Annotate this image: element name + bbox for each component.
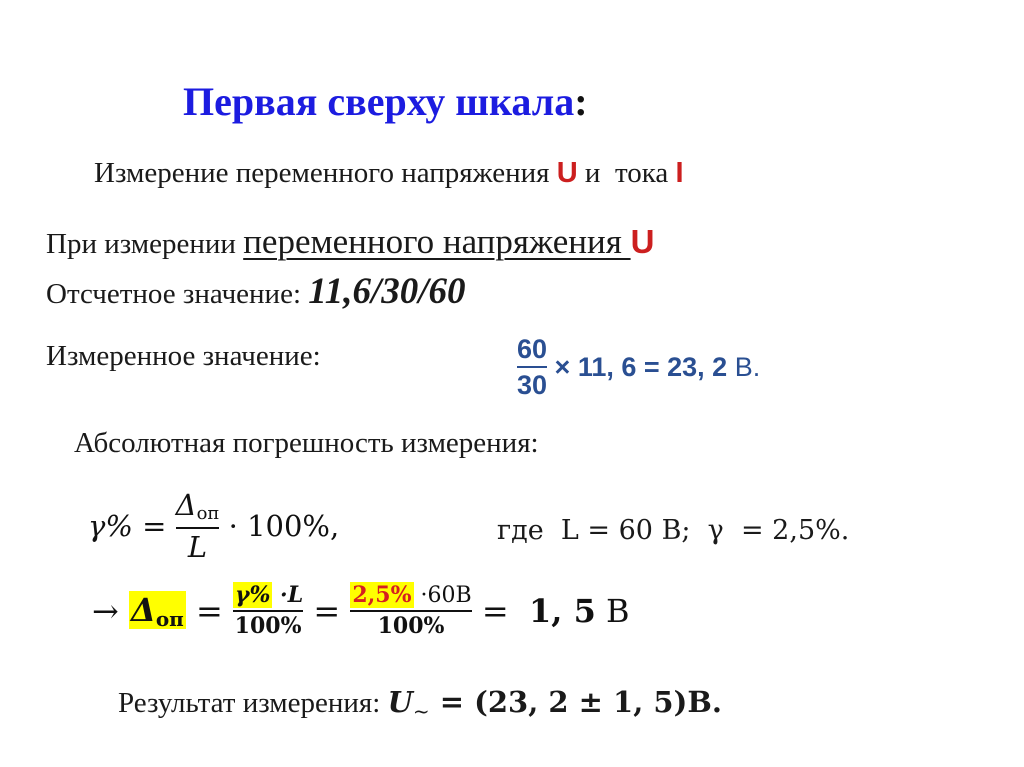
eq1: = (185, 592, 233, 631)
fraction-bar (350, 610, 471, 612)
numerator-2-rest: ·60В (413, 583, 472, 608)
eq3: = (471, 592, 530, 631)
fraction-bar (517, 366, 547, 368)
line1-and: и тока (577, 157, 676, 189)
line1-text: Измерение переменного напряжения (94, 157, 557, 189)
measured-value-formula (517, 335, 760, 400)
title-colon: : (574, 79, 588, 124)
denominator-2: 100% (377, 613, 445, 640)
measurement-result (118, 685, 722, 723)
voltage-symbol-2: U (630, 223, 655, 260)
slide-title (183, 78, 588, 125)
abs-error-label: Абсолютная погрешность измерения: (74, 427, 539, 459)
result-subscript: ~ (412, 699, 430, 723)
reading-label: Отсчетное значение: (46, 278, 309, 310)
gamma-fraction (176, 490, 220, 562)
numerator-1-rest: ·L (272, 582, 304, 608)
measured-value-label: Измеренное значение: (46, 340, 321, 372)
delta-main-subscript: оп (155, 607, 184, 632)
delta-symbol: Δ (175, 488, 197, 522)
delta-unit: В (595, 592, 630, 631)
arrow-symbol: → (92, 592, 129, 631)
fraction-bar (176, 527, 220, 529)
result-symbol: U (387, 685, 413, 719)
result-value: = (23, 2 ± 1, 5)В. (429, 685, 722, 719)
ac-voltage-emphasis: переменного напряжения (243, 222, 631, 261)
measurement-mode-line (46, 222, 654, 262)
title-text: Первая сверху шкала (183, 79, 575, 124)
gamma-highlight: γ% (234, 582, 271, 608)
fraction-bar (233, 610, 303, 612)
reading-value: 11,6/30/60 (308, 271, 466, 312)
line2-prefix: При измерении (46, 228, 244, 260)
eq2: = (303, 592, 351, 631)
percent-highlight: 2,5% (352, 582, 412, 608)
gamma-rhs: · 100%, (219, 509, 340, 544)
current-symbol: I (675, 157, 684, 189)
scale-limit-symbol: L (187, 529, 208, 564)
ratio-numerator: 60 (517, 334, 548, 364)
delta-main: Δ (130, 591, 156, 630)
denominator-1: 100% (234, 613, 302, 640)
gamma-formula (88, 490, 339, 562)
measured-calc: × 11, 6 = 23, 2 (547, 351, 735, 382)
ratio-fraction (517, 335, 547, 400)
fraction-1 (233, 584, 303, 638)
result-label: Результат измерения: (118, 687, 388, 719)
delta-result: 1, 5 (529, 592, 596, 631)
delta-subscript: оп (196, 503, 220, 524)
measured-unit: В. (734, 351, 761, 382)
reading-value-line (46, 270, 466, 313)
given-values: где L = 60 В; γ = 2,5%. (497, 515, 850, 546)
gamma-lhs: γ% = (88, 509, 176, 544)
delta-highlight (129, 591, 186, 632)
ratio-denominator: 30 (517, 370, 548, 401)
voltage-symbol: U (556, 157, 578, 189)
delta-formula (92, 584, 630, 638)
fraction-2 (350, 584, 471, 638)
measurement-description (94, 157, 684, 190)
